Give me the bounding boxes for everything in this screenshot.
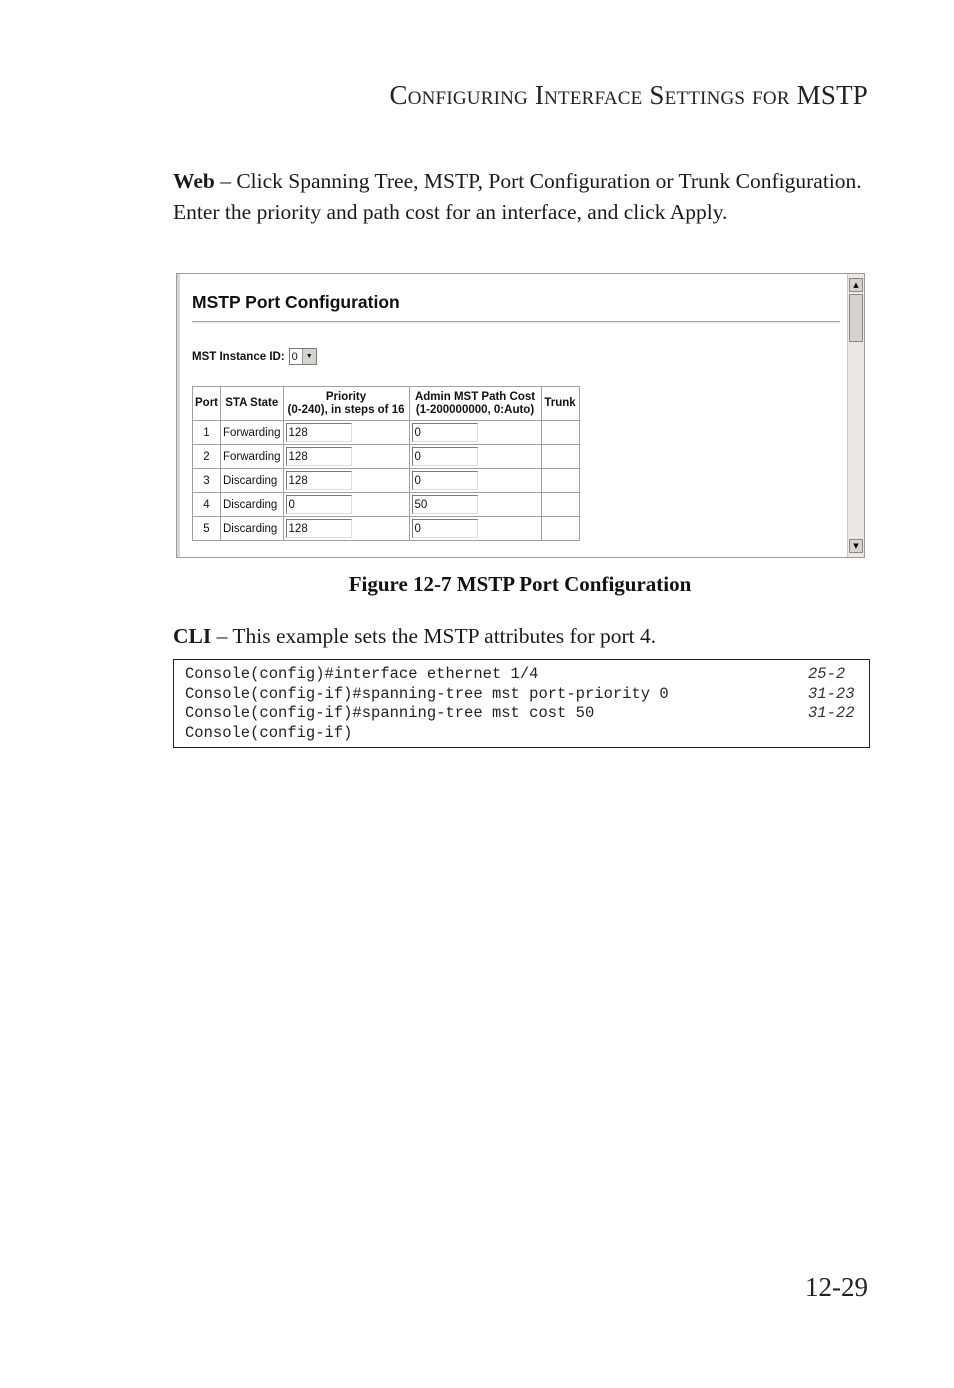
scroll-down-icon[interactable]: ▼ [849, 539, 863, 553]
code-command: Console(config-if)#spanning-tree mst cost 50 [185, 704, 595, 722]
header-priority [283, 387, 409, 421]
port-cell: 5 [193, 517, 221, 541]
sta-state-cell: Discarding [221, 469, 284, 493]
cli-code-block [173, 659, 870, 748]
mst-instance-row [192, 348, 317, 365]
screenshot-title: MSTP Port Configuration [192, 292, 400, 312]
priority-input[interactable]: 128 [286, 471, 352, 490]
code-command: Console(config-if) [185, 723, 353, 742]
path-cost-input[interactable]: 0 [412, 471, 478, 490]
priority-input[interactable]: 0 [286, 495, 352, 514]
trunk-cell [541, 469, 579, 493]
trunk-cell [541, 517, 579, 541]
title-divider [192, 321, 840, 323]
running-head-part: onfiguring [407, 80, 535, 110]
priority-cell [283, 517, 409, 541]
header-cost [409, 387, 541, 421]
code-page-ref: 31-22 [808, 704, 855, 722]
header-priority-line1: Priority [325, 390, 367, 403]
priority-input[interactable]: 128 [286, 447, 352, 466]
scroll-up-icon[interactable]: ▲ [849, 278, 863, 292]
code-command: Console(config-if)#spanning-tree mst port-priority 0 [185, 684, 669, 703]
web-text: – Click Spanning Tree, MSTP, Port Configuration or Trunk Configuration. Enter the priority and path cost for an interface, and click Apply. [173, 169, 862, 224]
header-state: STA State [221, 387, 284, 421]
priority-cell [283, 469, 409, 493]
path-cost-input[interactable]: 50 [412, 495, 478, 514]
code-line [174, 685, 869, 705]
table-row [193, 421, 580, 445]
path-cost-input[interactable]: 0 [412, 447, 478, 466]
path-cost-input[interactable]: 0 [412, 423, 478, 442]
running-head-part: S [649, 80, 665, 110]
priority-cell [283, 445, 409, 469]
code-line [174, 665, 869, 685]
screenshot-content [177, 274, 846, 557]
sta-state-cell: Discarding [221, 493, 284, 517]
header-port: Port [193, 387, 221, 421]
path-cost-cell [409, 421, 541, 445]
trunk-cell [541, 493, 579, 517]
mst-instance-value: 0 [291, 350, 298, 363]
priority-cell [283, 493, 409, 517]
header-cost-line1: Admin MST Path Cost [414, 390, 536, 403]
table-row [193, 445, 580, 469]
mstp-port-config-screenshot [176, 273, 865, 558]
mst-instance-label: MST Instance ID: [192, 350, 285, 363]
web-lead: Web [173, 169, 215, 193]
table-row [193, 493, 580, 517]
port-cell: 2 [193, 445, 221, 469]
header-trunk: Trunk [541, 387, 579, 421]
running-head-part: MSTP [796, 80, 868, 110]
path-cost-input[interactable]: 0 [412, 519, 478, 538]
code-line [174, 704, 869, 724]
trunk-cell [541, 445, 579, 469]
header-cost-line2: (1-200000000, 0:Auto) [415, 403, 535, 416]
code-command: Console(config)#interface ethernet 1/4 [185, 665, 539, 683]
vertical-scrollbar[interactable] [847, 274, 864, 557]
port-cell: 3 [193, 469, 221, 493]
priority-cell [283, 421, 409, 445]
port-table [192, 386, 580, 541]
cli-instructions [173, 621, 873, 652]
cli-text: – This example sets the MSTP attributes for port 4. [211, 624, 657, 648]
code-page-ref: 31-23 [808, 684, 855, 703]
running-head-part: nterface [544, 80, 650, 110]
code-page-ref: 25-2 [808, 665, 846, 683]
table-row [193, 517, 580, 541]
figure-caption: Figure 12-7 MSTP Port Configuration [348, 572, 692, 596]
port-cell: 4 [193, 493, 221, 517]
path-cost-cell [409, 445, 541, 469]
path-cost-cell [409, 517, 541, 541]
trunk-cell [541, 421, 579, 445]
path-cost-cell [409, 493, 541, 517]
table-row [193, 469, 580, 493]
sta-state-cell: Forwarding [221, 445, 284, 469]
scroll-thumb[interactable] [849, 294, 863, 342]
code-line [174, 724, 869, 744]
path-cost-cell [409, 469, 541, 493]
port-cell: 1 [193, 421, 221, 445]
header-priority-line2: (0-240), in steps of 16 [287, 403, 405, 416]
mst-instance-select[interactable] [289, 348, 317, 365]
page-number: 12-29 [805, 1272, 868, 1302]
running-head-part: ettings for [664, 80, 797, 110]
running-head-part: C [389, 80, 408, 110]
running-head [390, 80, 869, 111]
priority-input[interactable]: 128 [286, 519, 352, 538]
table-header-row [193, 387, 580, 421]
running-head-part: I [534, 80, 545, 110]
sta-state-cell: Forwarding [221, 421, 284, 445]
chevron-down-icon[interactable]: ▼ [302, 349, 316, 364]
priority-input[interactable]: 128 [286, 423, 352, 442]
web-instructions [173, 166, 873, 228]
sta-state-cell: Discarding [221, 517, 284, 541]
cli-lead: CLI [173, 624, 212, 648]
